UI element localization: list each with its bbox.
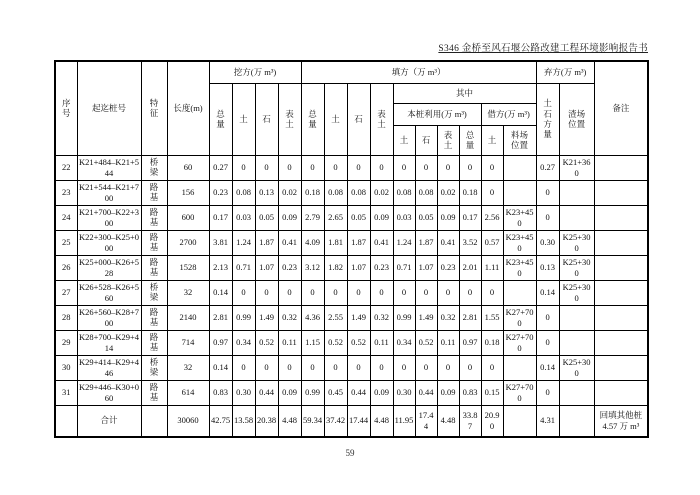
cell-material-site	[503, 155, 536, 180]
cell-borrow-soil: 0	[481, 355, 503, 380]
cell-waste-volume: 0	[536, 305, 559, 330]
cell-fill-0: 0	[301, 355, 324, 380]
cell-fill-0: 0	[301, 280, 324, 305]
cell-fill-0: 4.36	[301, 305, 324, 330]
cell-stake: K28+700–K29+414	[77, 330, 141, 355]
cell-onsite-3: 0.17	[459, 205, 481, 230]
cell-feature: 路基	[141, 230, 167, 255]
cell-excavation-1: 1.24	[232, 230, 255, 255]
cell-slag-site	[559, 205, 594, 230]
cell-excavation-3: 0.41	[278, 230, 301, 255]
cell-seq: 25	[55, 230, 77, 255]
cell-feature: 路基	[141, 305, 167, 330]
cell-excavation-2: 0	[255, 355, 278, 380]
cell-remark	[594, 230, 648, 255]
cell-waste-volume: 0.14	[536, 280, 559, 305]
cell-excavation-3: 0.32	[278, 305, 301, 330]
cell-excavation-0: 2.13	[209, 255, 232, 280]
cell-excavation-3: 0.23	[278, 255, 301, 280]
cell-onsite-0: 0	[393, 280, 415, 305]
cell-fill-1: 1.81	[324, 230, 347, 255]
cell-fill-3: 0	[370, 280, 393, 305]
cell-stake: K26+528–K26+560	[77, 280, 141, 305]
table-row	[55, 180, 648, 205]
cell-stake: K29+446–K30+060	[77, 380, 141, 405]
cell-feature: 路基	[141, 330, 167, 355]
cell-fill-0: 1.15	[301, 330, 324, 355]
table-row	[55, 255, 648, 280]
header-excavation: 挖方(万 m³)	[209, 61, 301, 83]
cell-borrow-soil: 0	[481, 155, 503, 180]
cell-excavation-1: 0.08	[232, 180, 255, 205]
cell-excavation-3: 4.48	[278, 405, 301, 437]
cell-material-site: K23+450	[503, 255, 536, 280]
cell-onsite-1: 17.44	[415, 405, 437, 437]
cell-excavation-2: 1.07	[255, 255, 278, 280]
cell-remark	[594, 280, 648, 305]
cell-remark: 回填其他桩 4.57 万 m³	[594, 405, 648, 437]
cell-fill-1: 0	[324, 155, 347, 180]
cell-stake: K21+544–K21+700	[77, 180, 141, 205]
cell-fill-1: 37.42	[324, 405, 347, 437]
cell-excavation-3: 0	[278, 355, 301, 380]
cell-fill-3: 0.09	[370, 205, 393, 230]
cell-fill-2: 17.44	[347, 405, 370, 437]
cell-length: 32	[167, 355, 209, 380]
cell-feature: 桥梁	[141, 355, 167, 380]
cell-excavation-0: 0.97	[209, 330, 232, 355]
cell-feature: 桥梁	[141, 280, 167, 305]
cell-onsite-0: 0	[393, 155, 415, 180]
cell-remark	[594, 180, 648, 205]
cell-fill-1: 2.65	[324, 205, 347, 230]
cell-waste-volume: 0.27	[536, 155, 559, 180]
cell-onsite-2: 4.48	[437, 405, 459, 437]
cell-onsite-2: 0	[437, 355, 459, 380]
cell-onsite-3: 2.01	[459, 255, 481, 280]
cell-fill-3: 4.48	[370, 405, 393, 437]
cell-fill-1: 0	[324, 355, 347, 380]
cell-excavation-0: 0.83	[209, 380, 232, 405]
cell-onsite-2: 0	[437, 155, 459, 180]
cell-fill-1: 0.08	[324, 180, 347, 205]
cell-onsite-1: 0.52	[415, 330, 437, 355]
table-row	[55, 230, 648, 255]
table-row	[55, 330, 648, 355]
cell-onsite-3: 0.18	[459, 180, 481, 205]
cell-onsite-2: 0.09	[437, 205, 459, 230]
header-excavation-total: 总量	[209, 83, 232, 155]
cell-onsite-0: 0.30	[393, 380, 415, 405]
cell-length: 614	[167, 380, 209, 405]
cell-feature: 路基	[141, 180, 167, 205]
cell-excavation-3: 0.09	[278, 380, 301, 405]
cell-feature: 路基	[141, 205, 167, 230]
cell-material-site: K23+450	[503, 230, 536, 255]
cell-fill-2: 1.87	[347, 230, 370, 255]
cell-slag-site	[559, 305, 594, 330]
cell-excavation-1: 0.30	[232, 380, 255, 405]
cell-slag-site	[559, 380, 594, 405]
cell-material-site: K27+700	[503, 380, 536, 405]
cell-fill-0: 0.18	[301, 180, 324, 205]
cell-material-site: K27+700	[503, 305, 536, 330]
cell-onsite-0: 0.71	[393, 255, 415, 280]
header-excavation-soil: 土	[232, 83, 255, 155]
cell-stake: K29+414–K29+446	[77, 355, 141, 380]
cell-excavation-2: 1.49	[255, 305, 278, 330]
header-seq: 序号	[55, 61, 77, 155]
cell-onsite-0: 11.95	[393, 405, 415, 437]
table-row	[55, 380, 648, 405]
cell-onsite-1: 1.49	[415, 305, 437, 330]
cell-remark	[594, 380, 648, 405]
cell-length: 32	[167, 280, 209, 305]
cell-borrow-soil: 0	[481, 180, 503, 205]
cell-excavation-1: 0.34	[232, 330, 255, 355]
cell-excavation-2: 0.52	[255, 330, 278, 355]
table-body	[55, 155, 648, 437]
cell-slag-site: K25+300	[559, 280, 594, 305]
cell-onsite-3: 3.52	[459, 230, 481, 255]
cell-onsite-3: 0.83	[459, 380, 481, 405]
cell-length: 714	[167, 330, 209, 355]
table-row	[55, 155, 648, 180]
cell-slag-site	[559, 330, 594, 355]
table-row	[55, 205, 648, 230]
cell-onsite-0: 1.24	[393, 230, 415, 255]
cell-onsite-3: 0	[459, 280, 481, 305]
cell-fill-0: 4.09	[301, 230, 324, 255]
cell-material-site: K23+450	[503, 205, 536, 230]
cell-seq: 24	[55, 205, 77, 230]
cell-material-site	[503, 355, 536, 380]
cell-waste-volume: 0	[536, 380, 559, 405]
cell-material-site: K27+700	[503, 330, 536, 355]
header-onsite: 本桩利用(万 m³)	[393, 103, 481, 125]
header-remark: 备注	[594, 61, 648, 155]
cell-fill-1: 0.52	[324, 330, 347, 355]
cell-fill-2: 1.07	[347, 255, 370, 280]
cell-onsite-2: 0.09	[437, 380, 459, 405]
cell-length: 2700	[167, 230, 209, 255]
cell-seq: 27	[55, 280, 77, 305]
header-fill: 填方（万 m³）	[301, 61, 536, 83]
cell-onsite-0: 0.08	[393, 180, 415, 205]
cell-excavation-3: 0	[278, 280, 301, 305]
header-among: 其中	[393, 83, 536, 103]
cell-excavation-0: 2.81	[209, 305, 232, 330]
cell-fill-2: 0	[347, 280, 370, 305]
cell-onsite-3: 33.87	[459, 405, 481, 437]
cell-stake: K21+700–K22+300	[77, 205, 141, 230]
cell-borrow-soil: 0.18	[481, 330, 503, 355]
cell-borrow-soil: 1.55	[481, 305, 503, 330]
header-material-site: 料场位置	[503, 125, 536, 155]
table-row	[55, 305, 648, 330]
cell-fill-3: 0.11	[370, 330, 393, 355]
cell-onsite-3: 0.97	[459, 330, 481, 355]
cell-excavation-1: 13.58	[232, 405, 255, 437]
header-fill-stone: 石	[347, 83, 370, 155]
cell-borrow-soil: 0.57	[481, 230, 503, 255]
cell-onsite-1: 0.05	[415, 205, 437, 230]
cell-excavation-0: 3.81	[209, 230, 232, 255]
cell-waste-volume: 0	[536, 180, 559, 205]
cell-fill-2: 0.05	[347, 205, 370, 230]
cell-fill-3: 0.32	[370, 305, 393, 330]
cell-fill-3: 0.09	[370, 380, 393, 405]
cell-onsite-0: 0.03	[393, 205, 415, 230]
cell-fill-3: 0	[370, 355, 393, 380]
cell-slag-site	[559, 180, 594, 205]
cell-fill-0: 0.99	[301, 380, 324, 405]
header-feature: 特征	[141, 61, 167, 155]
cell-borrow-soil: 0.15	[481, 380, 503, 405]
cell-excavation-0: 0.14	[209, 355, 232, 380]
cell-onsite-2: 0.32	[437, 305, 459, 330]
cell-excavation-3: 0	[278, 155, 301, 180]
cell-length: 30060	[167, 405, 209, 437]
cell-remark	[594, 305, 648, 330]
cell-feature	[141, 405, 167, 437]
cell-fill-2: 1.49	[347, 305, 370, 330]
cell-feature: 桥梁	[141, 155, 167, 180]
cell-onsite-2: 0	[437, 280, 459, 305]
header-onsite-stone: 石	[415, 125, 437, 155]
cell-onsite-0: 0.34	[393, 330, 415, 355]
table-row	[55, 280, 648, 305]
header-fill-soil: 土	[324, 83, 347, 155]
header-borrow-soil: 土	[481, 125, 503, 155]
header-fill-topsoil: 表土	[370, 83, 393, 155]
cell-fill-0: 59.34	[301, 405, 324, 437]
cell-onsite-2: 0.41	[437, 230, 459, 255]
header-stake: 起迄桩号	[77, 61, 141, 155]
cell-onsite-3: 2.81	[459, 305, 481, 330]
header-fill-total: 总量	[301, 83, 324, 155]
cell-onsite-1: 0	[415, 280, 437, 305]
cell-fill-1: 0.45	[324, 380, 347, 405]
cell-fill-0: 3.12	[301, 255, 324, 280]
cell-stake: K21+484–K21+544	[77, 155, 141, 180]
cell-length: 2140	[167, 305, 209, 330]
cell-slag-site: K25+300	[559, 355, 594, 380]
cell-excavation-2: 0.13	[255, 180, 278, 205]
cell-material-site	[503, 280, 536, 305]
cell-borrow-soil: 1.11	[481, 255, 503, 280]
cell-excavation-0: 0.27	[209, 155, 232, 180]
header-onsite-total: 总量	[459, 125, 481, 155]
header-excavation-topsoil: 表土	[278, 83, 301, 155]
cell-fill-1: 2.55	[324, 305, 347, 330]
cell-fill-2: 0	[347, 155, 370, 180]
cell-excavation-2: 0.44	[255, 380, 278, 405]
cell-excavation-1: 0.99	[232, 305, 255, 330]
cell-remark	[594, 155, 648, 180]
cell-waste-volume: 0	[536, 205, 559, 230]
cell-onsite-2: 0.23	[437, 255, 459, 280]
cell-excavation-1: 0	[232, 155, 255, 180]
document-header-title: S346 金桥至风石堰公路改建工程环境影响报告书	[438, 44, 648, 54]
cell-fill-0: 2.79	[301, 205, 324, 230]
cell-fill-2: 0.08	[347, 180, 370, 205]
cell-onsite-3: 0	[459, 355, 481, 380]
cell-waste-volume: 4.31	[536, 405, 559, 437]
cell-onsite-2: 0.11	[437, 330, 459, 355]
cell-onsite-1: 0	[415, 355, 437, 380]
cell-excavation-2: 0	[255, 280, 278, 305]
cell-length: 1528	[167, 255, 209, 280]
earthwork-table	[54, 60, 649, 438]
cell-seq	[55, 405, 77, 437]
cell-seq: 26	[55, 255, 77, 280]
header-length: 长度(m)	[167, 61, 209, 155]
cell-borrow-soil: 0	[481, 280, 503, 305]
table-total-row	[55, 405, 648, 437]
cell-remark	[594, 355, 648, 380]
cell-excavation-2: 1.87	[255, 230, 278, 255]
cell-remark	[594, 330, 648, 355]
header-waste-volume: 土石方量	[536, 83, 559, 155]
cell-excavation-0: 0.17	[209, 205, 232, 230]
cell-borrow-soil: 2.56	[481, 205, 503, 230]
cell-remark	[594, 205, 648, 230]
header-slag-site: 渣场位置	[559, 83, 594, 155]
cell-onsite-2: 0.02	[437, 180, 459, 205]
header-onsite-topsoil: 表土	[437, 125, 459, 155]
cell-excavation-2: 0.05	[255, 205, 278, 230]
cell-stake: K25+000–K26+528	[77, 255, 141, 280]
cell-fill-2: 0.52	[347, 330, 370, 355]
cell-fill-1: 1.82	[324, 255, 347, 280]
cell-total-label: 合计	[77, 405, 141, 437]
cell-excavation-0: 0.23	[209, 180, 232, 205]
cell-length: 156	[167, 180, 209, 205]
cell-length: 60	[167, 155, 209, 180]
cell-fill-2: 0.44	[347, 380, 370, 405]
cell-fill-0: 0	[301, 155, 324, 180]
cell-feature: 路基	[141, 380, 167, 405]
header-excavation-stone: 石	[255, 83, 278, 155]
cell-seq: 22	[55, 155, 77, 180]
header-onsite-soil: 土	[393, 125, 415, 155]
table-row	[55, 355, 648, 380]
cell-slag-site: K25+300	[559, 230, 594, 255]
cell-onsite-0: 0.99	[393, 305, 415, 330]
cell-onsite-1: 1.07	[415, 255, 437, 280]
cell-excavation-3: 0.02	[278, 180, 301, 205]
cell-feature: 路基	[141, 255, 167, 280]
cell-slag-site	[559, 405, 594, 437]
cell-seq: 30	[55, 355, 77, 380]
cell-onsite-1: 0	[415, 155, 437, 180]
cell-seq: 31	[55, 380, 77, 405]
table-header	[55, 61, 648, 155]
cell-onsite-1: 0.08	[415, 180, 437, 205]
cell-slag-site: K25+300	[559, 255, 594, 280]
cell-onsite-1: 0.44	[415, 380, 437, 405]
cell-waste-volume: 0.13	[536, 255, 559, 280]
cell-seq: 23	[55, 180, 77, 205]
cell-fill-3: 0.02	[370, 180, 393, 205]
cell-excavation-0: 0.14	[209, 280, 232, 305]
cell-slag-site: K21+360	[559, 155, 594, 180]
cell-excavation-3: 0.11	[278, 330, 301, 355]
cell-fill-3: 0.23	[370, 255, 393, 280]
cell-stake: K22+300–K25+000	[77, 230, 141, 255]
cell-remark	[594, 255, 648, 280]
cell-fill-3: 0.41	[370, 230, 393, 255]
cell-material-site	[503, 180, 536, 205]
cell-excavation-1: 0	[232, 280, 255, 305]
cell-fill-2: 0	[347, 355, 370, 380]
cell-excavation-0: 42.75	[209, 405, 232, 437]
cell-stake: K26+560–K28+700	[77, 305, 141, 330]
page-number: 59	[345, 448, 355, 458]
cell-excavation-2: 0	[255, 155, 278, 180]
cell-length: 600	[167, 205, 209, 230]
cell-fill-3: 0	[370, 155, 393, 180]
cell-waste-volume: 0	[536, 330, 559, 355]
cell-material-site	[503, 405, 536, 437]
cell-onsite-3: 0	[459, 155, 481, 180]
cell-waste-volume: 0.14	[536, 355, 559, 380]
header-borrow: 借方(万 m³)	[481, 103, 536, 125]
cell-onsite-0: 0	[393, 355, 415, 380]
cell-seq: 29	[55, 330, 77, 355]
cell-excavation-1: 0.71	[232, 255, 255, 280]
cell-excavation-1: 0.03	[232, 205, 255, 230]
cell-onsite-1: 1.87	[415, 230, 437, 255]
cell-excavation-1: 0	[232, 355, 255, 380]
cell-excavation-3: 0.09	[278, 205, 301, 230]
cell-excavation-2: 20.38	[255, 405, 278, 437]
cell-seq: 28	[55, 305, 77, 330]
cell-fill-1: 0	[324, 280, 347, 305]
header-waste: 弃方(万 m³)	[536, 61, 594, 83]
cell-borrow-soil: 20.90	[481, 405, 503, 437]
cell-waste-volume: 0.30	[536, 230, 559, 255]
